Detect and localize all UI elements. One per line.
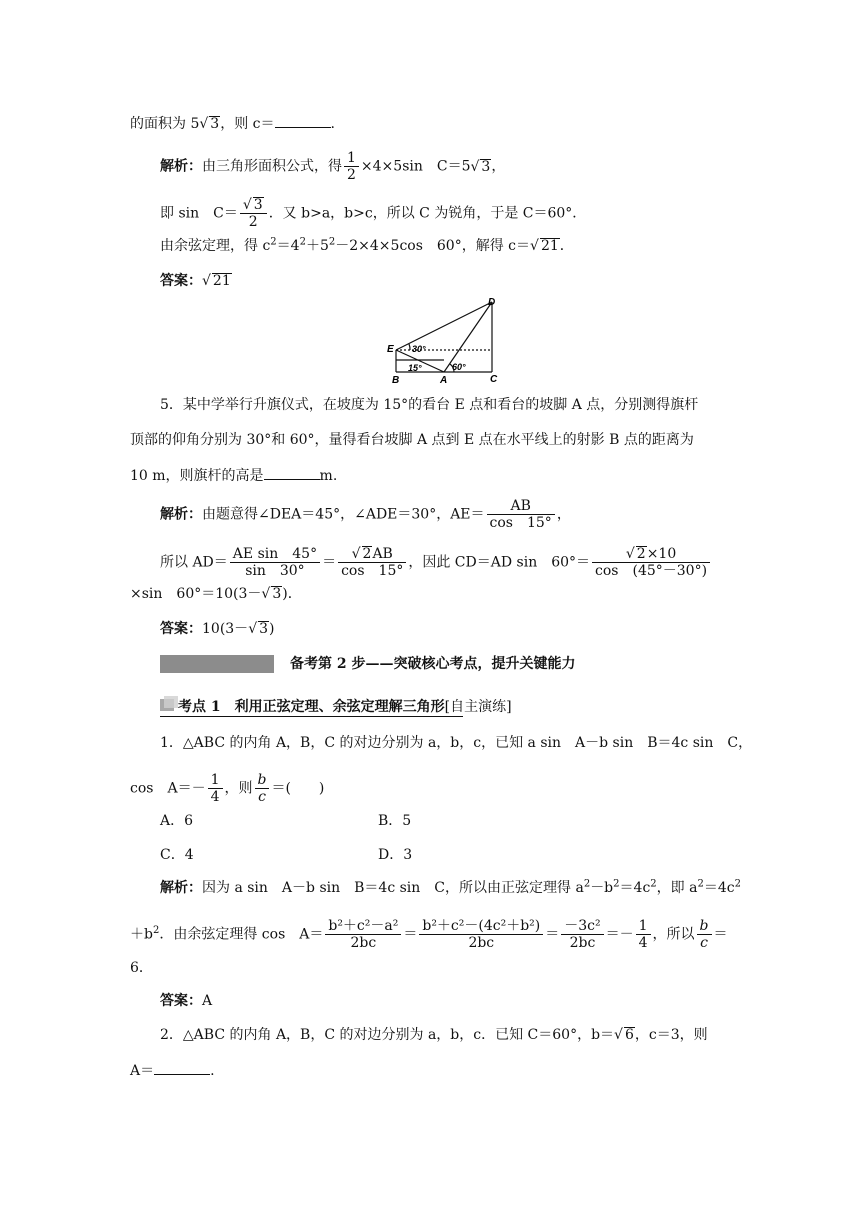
q2-line2: A＝ . bbox=[130, 1060, 215, 1081]
q1-line1: 1．△ABC 的内角 A，B，C 的对边分别为 a，b，c，已知 a sin A－b sin B＝4c sin C， bbox=[160, 735, 753, 751]
label-d: D bbox=[488, 297, 496, 308]
q5-analysis-line1: 解析：由题意得∠DEA＝45°，∠ADE＝30°，AE＝ $\frac{AB}{\cos 15^\circ}$ ， bbox=[160, 498, 571, 531]
section-banner-title: 备考第 2 步——突破核心考点，提升关键能力 bbox=[290, 656, 576, 672]
label-15: 15° bbox=[408, 363, 422, 373]
label-30: 30° bbox=[412, 344, 426, 354]
q5-line3: 10 m，则旗杆的高是 m. bbox=[130, 465, 337, 486]
label-a: A bbox=[440, 375, 448, 386]
q5-analysis-line2: 所以 AD＝ $\frac{\text{AE sin 45°}}{\sin 30^\circ}$ ＝ $\frac{√ 2AB}{\cos 15^\circ}$ ，因此 CD＝AD sin 60°＝ $\frac{√ 2\times 10}{\cos (45^\circ-30^\circ)}$ bbox=[160, 546, 712, 579]
label-e: E bbox=[387, 344, 394, 355]
option-d: D．3 bbox=[378, 847, 413, 863]
q1-analysis-line2: $+b^2$．由余弦定理得 cos A＝ $\frac{\text{b²＋c²－a²}}{2bc}$ ＝ $\frac{\text{b²＋c²－(4c²＋b²)}}{2bc}$ ＝ $\frac{\text{－3c²}}{2bc}$ ＝－ $\frac{1}{4}$ ，所以 $\frac{b}{c}$ ＝ bbox=[130, 918, 728, 951]
q4-analysis-line2: 即 sin C＝ $\frac{√ 3}{2}$ ．又 b>a，b>c，所以 C 为锐角，于是 C＝60°． bbox=[160, 197, 587, 230]
q2-line1: 2．△ABC 的内角 A，B，C 的对边分别为 a，b，c．已知 C＝60°，b＝√ 6，c＝3，则 bbox=[160, 1027, 708, 1043]
flagpole-figure bbox=[384, 294, 508, 386]
answer-blank bbox=[154, 1060, 210, 1075]
q4-analysis-line1: 解析：由三角形面积公式，得 $\frac{1}{2}$ ×4×5sin C＝5√ 3， bbox=[160, 150, 506, 183]
keypoint-icon bbox=[160, 699, 174, 711]
label-b: B bbox=[392, 375, 400, 386]
section-banner-bar bbox=[160, 655, 274, 673]
q5-line1: 5．某中学举行升旗仪式，在坡度为 15°的看台 E 点和看台的坡脚 A 点，分别测得旗杆 bbox=[160, 397, 699, 413]
q5-line2: 顶部的仰角分别为 30°和 60°，量得看台坡脚 A 点到 E 点在水平线上的射影 B 点的距离为 bbox=[130, 432, 694, 448]
option-b: B．5 bbox=[378, 813, 412, 829]
q4-tail-line: 的面积为 5√ 3，则 c＝ . bbox=[130, 113, 335, 134]
label-60: 60° bbox=[452, 362, 466, 372]
answer-blank bbox=[275, 113, 331, 128]
keypoint-underline bbox=[160, 716, 463, 717]
q1-analysis-line3: 6． bbox=[130, 960, 153, 976]
q4-answer: 答案：√ 21 bbox=[160, 273, 231, 289]
option-a: A．6 bbox=[160, 813, 194, 829]
q1-answer: 答案：A bbox=[160, 993, 213, 1009]
option-c: C．4 bbox=[160, 847, 194, 863]
q1-analysis-line1: 解析：因为 a sin A－b sin B＝4c sin C，所以由正弦定理得 $a^2-b^2=4c^2$，即 $a^2=4c^2$ bbox=[160, 878, 741, 896]
q4-analysis-line3: 由余弦定理，得 $c^2=4^2+5^2-2\times 4\times 5\cos$ 60°，解得 c＝√ 21． bbox=[160, 236, 574, 254]
q5-analysis-line3: ×sin 60°＝10(3－√ 3)． bbox=[130, 586, 302, 602]
keypoint-1-title: 考点 1 利用正弦定理、余弦定理解三角形[自主演练] bbox=[178, 699, 512, 715]
answer-blank bbox=[264, 465, 320, 480]
label-c: C bbox=[490, 374, 498, 385]
q5-answer: 答案：10(3－√ 3) bbox=[160, 621, 275, 637]
angle-30-arc bbox=[409, 344, 410, 350]
ed-line bbox=[396, 302, 492, 350]
q1-line2: cos A＝－ $\frac{1}{4}$ ，则 $\frac{b}{c}$ ＝( ) bbox=[130, 772, 325, 805]
